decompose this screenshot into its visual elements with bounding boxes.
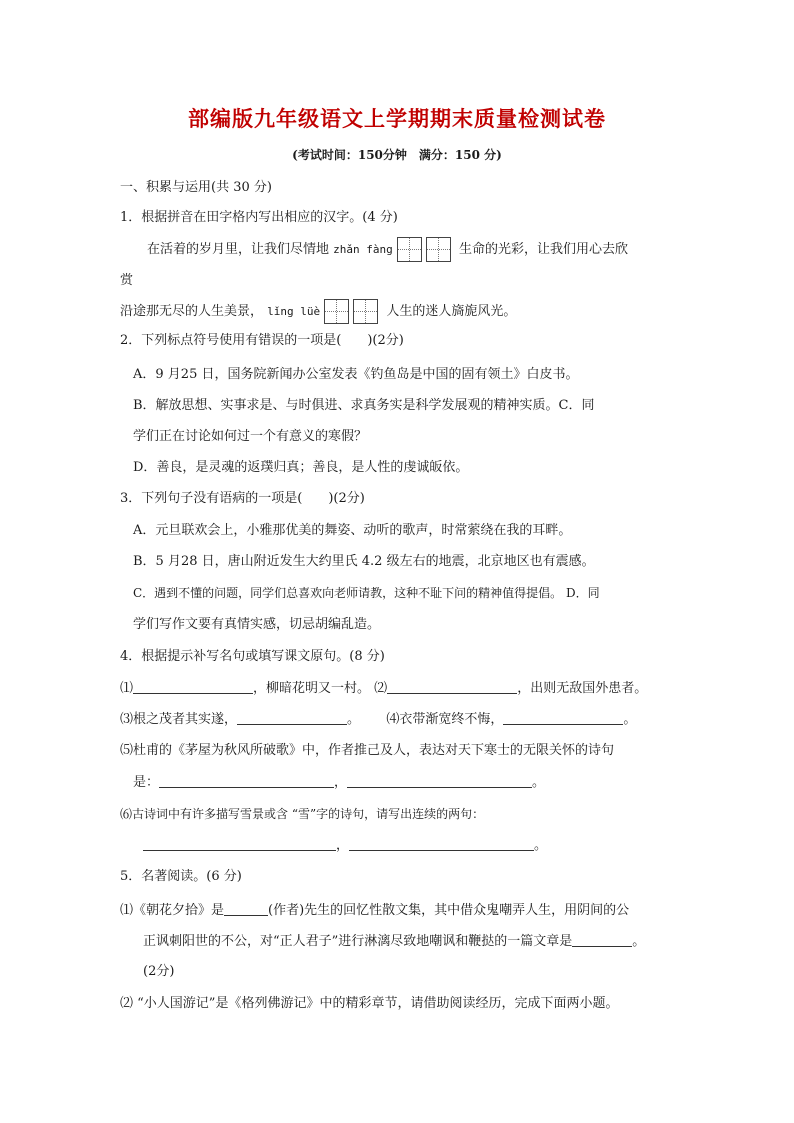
question-5-item-1-line-2	[143, 932, 645, 951]
item-text: “小人国游记”是《格列佛游记》中的精彩章节，请借助阅读经历，完成下面两小题。	[137, 996, 619, 1011]
item-number: ⑴	[120, 681, 134, 696]
question-3-stem: 3．下列句子没有语病的一项是( )(2分)	[120, 491, 365, 506]
question-1-stem: 1．根据拼音在田字格内写出相应的汉字。(4 分)	[120, 210, 398, 225]
q1-text-b: 生命的光彩，让我们用心去欣	[459, 242, 629, 257]
question-4-item-6-line-2	[143, 836, 547, 855]
answer-blank[interactable]	[572, 932, 632, 947]
question-5-item-2	[120, 995, 618, 1013]
item-text: 正讽刺阳世的不公，对“正人君子”进行淋漓尽致地嘲讽和鞭挞的一篇文章是	[143, 934, 573, 949]
question-2-option-d: D．善良，是灵魂的返璞归真；善良，是人性的虔诚皈依。	[133, 460, 469, 475]
tianzige-box[interactable]	[426, 237, 451, 262]
item-text: 《朝花夕拾》是	[133, 903, 225, 918]
item-text: ⑶根之茂者其实遂，	[120, 712, 238, 727]
exam-info: (考试时间：150分钟 满分：150 分)	[292, 148, 502, 162]
question-3-option-c: C．遇到不懂的问题，同学们总喜欢向老师请教，这种不耻下问的精神值得提倡。 D．同	[133, 586, 600, 600]
question-3-option-d: 学们写作文要有真情实感，切忌胡编乱造。	[133, 617, 381, 632]
punctuation: ，	[334, 775, 348, 790]
question-2-option-c: 学们正在讨论如何过一个有意义的寒假？	[133, 429, 368, 444]
pinyin-2: lǐng lüè	[267, 305, 321, 318]
question-2-option-b: B．解放思想、实事求是、与时俱进、求真务实是科学发展观的精神实质。C．同	[133, 398, 595, 413]
tianzige-box[interactable]	[397, 237, 422, 262]
tianzige-box[interactable]	[324, 299, 349, 324]
question-4-item-6-line-1: ⑹古诗词中有许多描写雪景或含 “雪”字的诗句，请写出连续的两句：	[120, 807, 485, 821]
item-text: ，柳暗花明又一村。	[253, 681, 371, 696]
section-heading: 一、积累与运用(共 30 分)	[120, 180, 272, 195]
item-text: 。	[347, 712, 361, 727]
punctuation: 。	[632, 934, 646, 949]
pinyin-1: zhǎn fàng	[333, 243, 393, 256]
q1-text-d: 人生的迷人旖旎风光。	[386, 304, 517, 319]
question-1-line-2: 赏	[120, 273, 134, 288]
answer-blank[interactable]	[133, 679, 253, 694]
item-number: ⑵	[374, 681, 388, 696]
question-1-line-1	[147, 237, 628, 263]
answer-blank[interactable]	[237, 710, 347, 725]
q1-text-c: 沿途那无尽的人生美景，	[120, 304, 264, 319]
question-4-item-5-line-2	[133, 773, 545, 792]
question-4-item-3-4	[120, 710, 636, 729]
page-title: 部编版九年级语文上学期期末质量检测试卷	[188, 106, 606, 131]
answer-blank[interactable]	[387, 679, 517, 694]
item-number: ⑴	[120, 903, 134, 918]
punctuation: 。	[534, 838, 548, 853]
answer-blank[interactable]	[224, 901, 268, 916]
question-3-option-b: B．5 月28 日，唐山附近发生大约里氏 4.2 级左右的地震，北京地区也有震感。	[133, 554, 595, 569]
question-4-item-5-line-1: ⑸杜甫的《茅屋为秋风所破歌》中，作者推己及人，表达对天下寒士的无限关怀的诗句	[120, 743, 615, 758]
item-text: 是：	[133, 775, 160, 790]
item-text: 。	[623, 712, 637, 727]
tianzige-box[interactable]	[353, 299, 378, 324]
item-text: ⑷衣带渐宽终不悔，	[386, 712, 504, 727]
question-4-item-1-2	[120, 679, 647, 698]
answer-blank[interactable]	[143, 836, 336, 851]
q1-text-a: 在活着的岁月里，让我们尽情地	[147, 242, 330, 257]
question-5-item-1-line-1	[120, 901, 629, 920]
item-number: ⑵	[120, 996, 134, 1011]
punctuation: ，	[336, 838, 350, 853]
question-1-line-3	[120, 299, 516, 325]
answer-blank[interactable]	[349, 836, 534, 851]
question-4-stem: 4．根据提示补写名句或填写课文原句。(8 分)	[120, 649, 385, 664]
answer-blank[interactable]	[503, 710, 623, 725]
item-text: ，出则无敌国外患者。	[517, 681, 648, 696]
item-text: (作者)先生的回忆性散文集，其中借众鬼嘲弄人生，用阴间的公	[268, 903, 630, 918]
punctuation: 。	[532, 775, 546, 790]
answer-blank[interactable]	[347, 773, 532, 788]
question-2-option-a: A．9 月25 日，国务院新闻办公室发表《钓鱼岛是中国的固有领土》白皮书。	[133, 367, 579, 382]
question-2-stem: 2．下列标点符号使用有错误的一项是( )(2分)	[120, 333, 404, 348]
question-3-option-a: A．元旦联欢会上，小雅那优美的舞姿、动听的歌声，时常萦绕在我的耳畔。	[133, 523, 572, 538]
question-5-stem: 5．名著阅读。(6 分)	[120, 869, 242, 884]
question-5-item-1-score: (2分)	[143, 964, 175, 979]
answer-blank[interactable]	[159, 773, 334, 788]
